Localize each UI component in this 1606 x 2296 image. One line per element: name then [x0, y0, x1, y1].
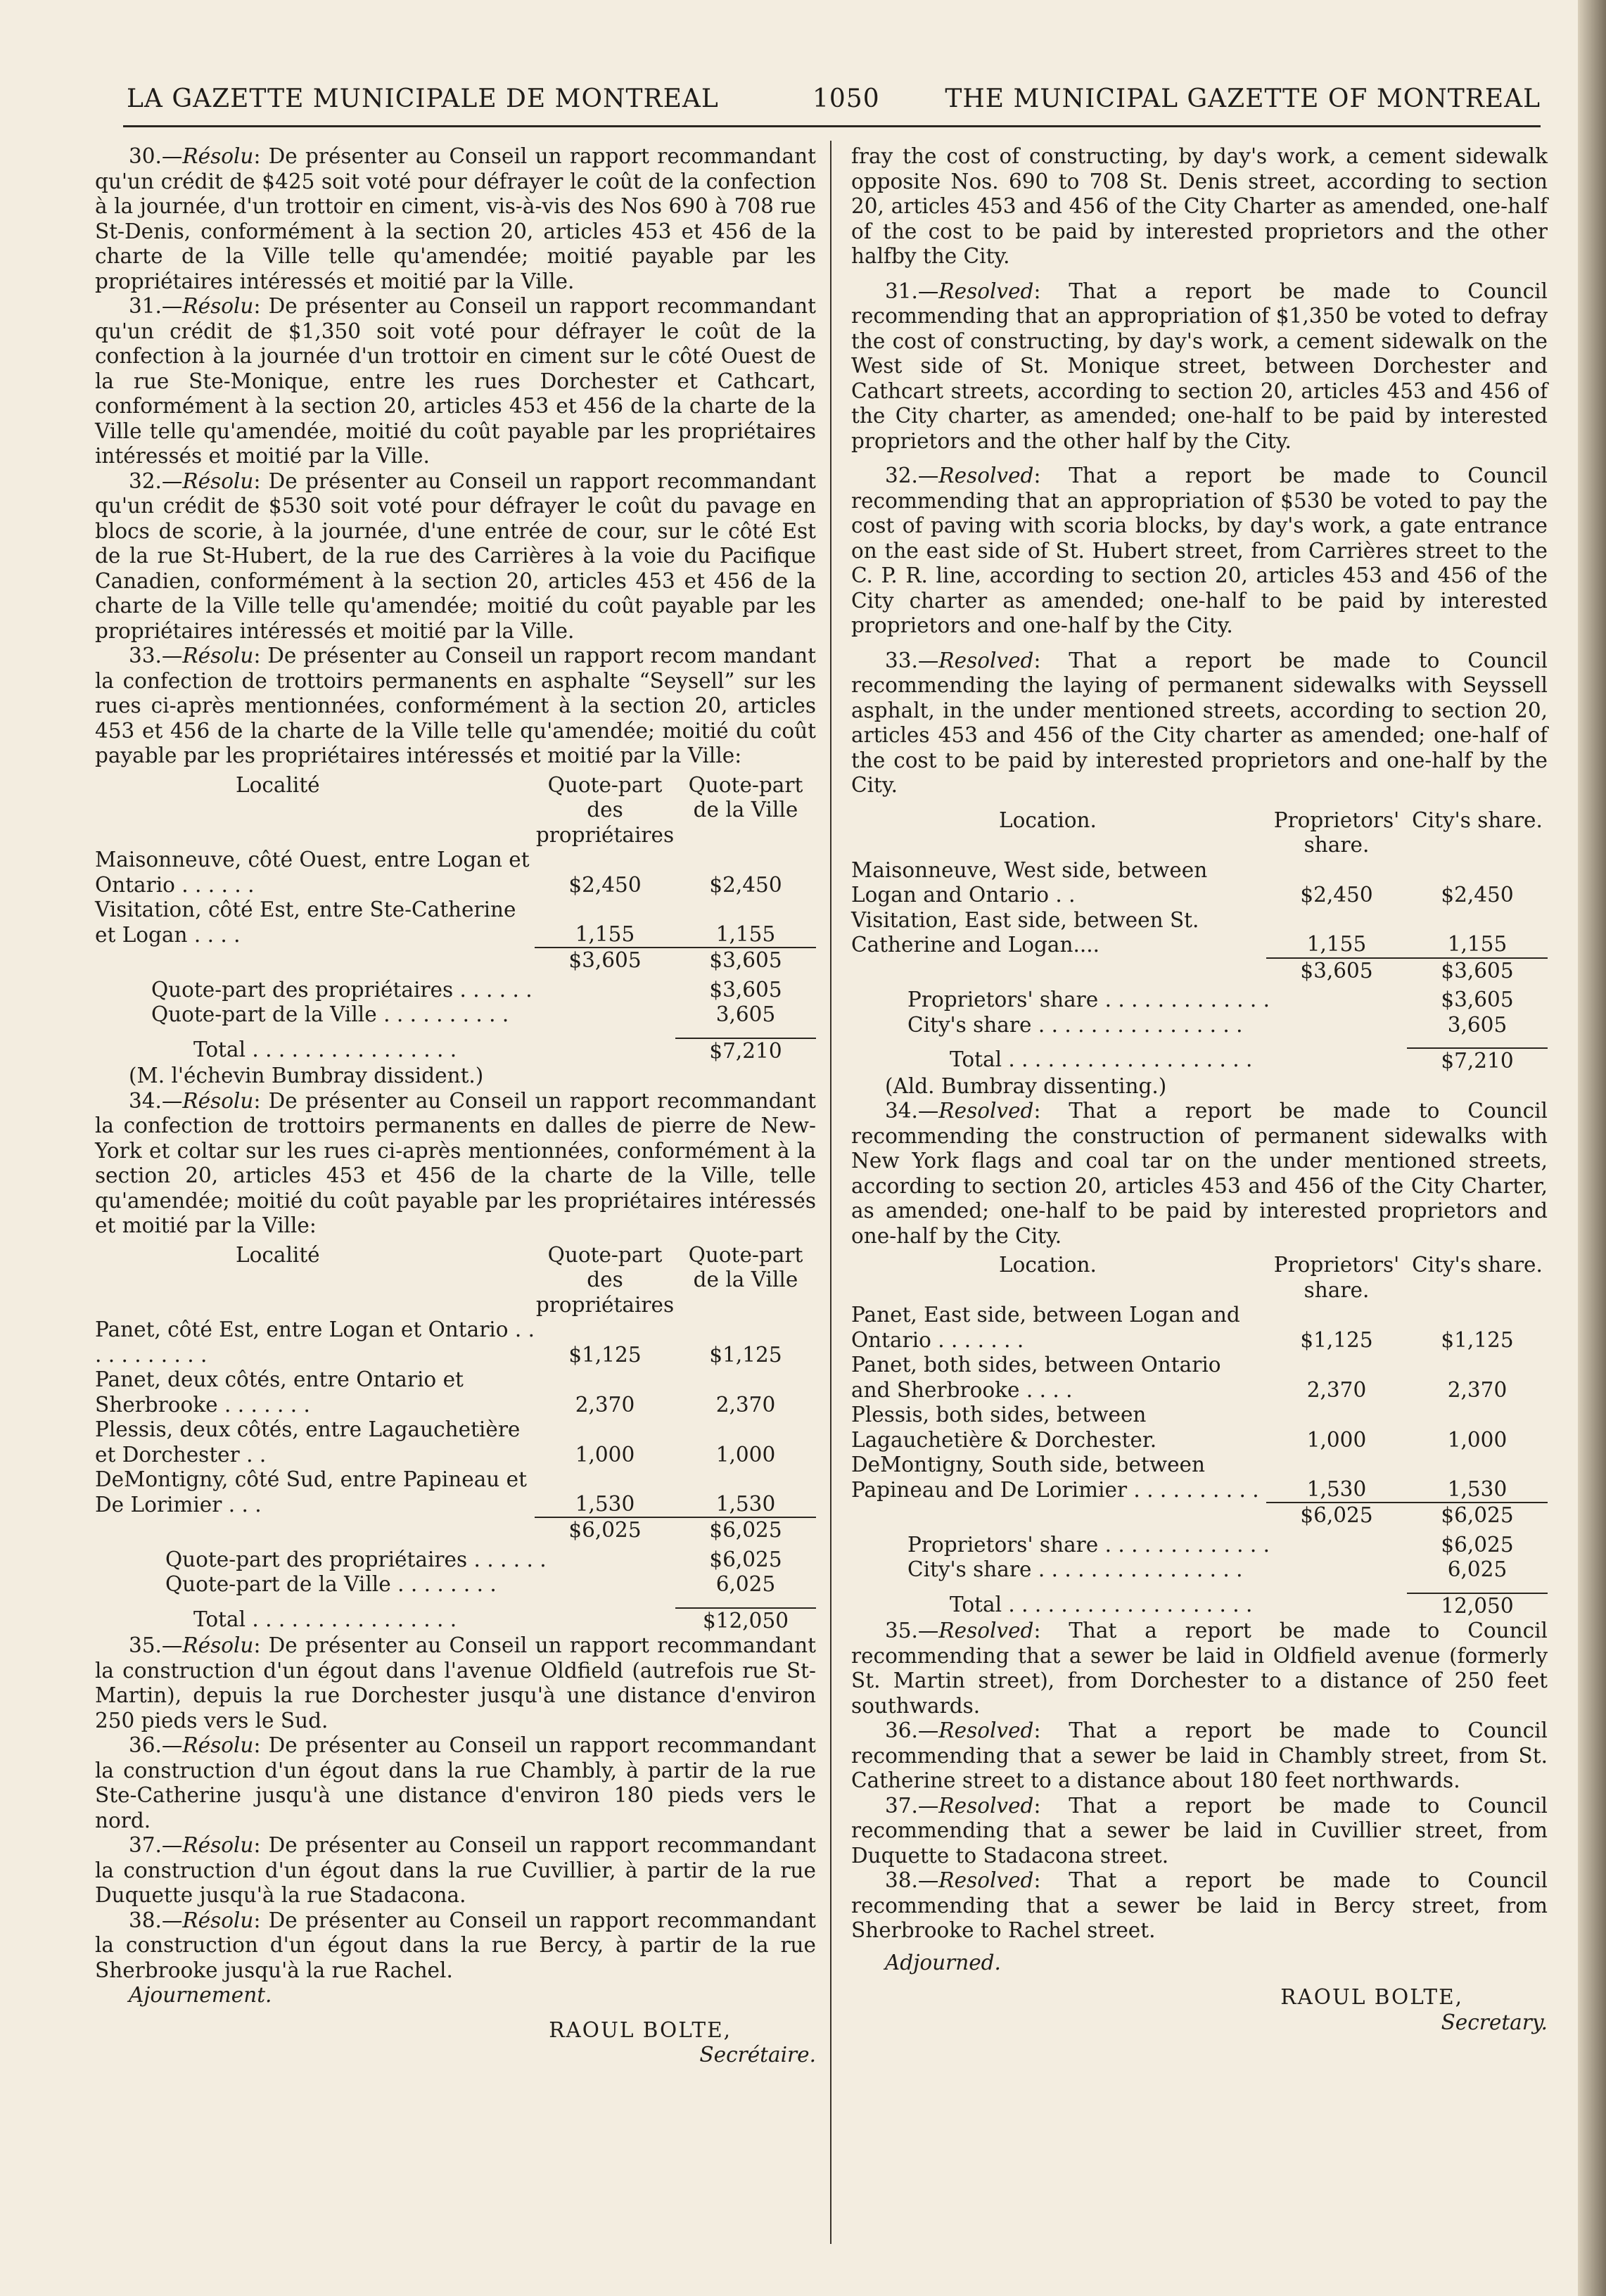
- row-city-share: $1,125: [709, 1342, 782, 1367]
- col-header-city: City's share.: [1412, 1253, 1543, 1277]
- row-location: Visitation, East side, between St. Catherine and Logan....: [851, 907, 1199, 957]
- table-row: [95, 898, 816, 948]
- total-value: $7,210: [1407, 1047, 1548, 1074]
- total-value: $12,050: [675, 1607, 816, 1634]
- total-label: Total . . . . . . . . . . . . . . . . . . .: [950, 1047, 1253, 1071]
- resolution-label: Resolved: [938, 279, 1034, 303]
- row-proprietors-share: 2,370: [575, 1392, 635, 1417]
- signatory-name: RAOUL BOLTE,: [1280, 1985, 1463, 2009]
- share-label: Proprietors' share . . . . . . . . . . . . .: [907, 1532, 1270, 1557]
- row-proprietors-share: 2,370: [1306, 1377, 1367, 1402]
- resolution-text: : That a report be made to Council recommending that an appropriation of $530 be voted to pay the cost of paving with scoria blocks, by day's work, a gate entrance on the east side of St. Hubert street, from Carrières street to the C. P. R. line, according to section 20, articles 453 and 456 of the City charter as amended; one-half to be paid by interested proprietors and one-half by the City.: [851, 464, 1548, 637]
- resolution-34-en: [851, 1099, 1548, 1249]
- row-city-share: $1,125: [1441, 1327, 1514, 1352]
- col-header-location: Location.: [999, 808, 1097, 832]
- resolution-label: Résolu: [182, 294, 254, 318]
- row-proprietors-share: 1,530: [1306, 1477, 1367, 1501]
- col-header-location: Localité: [236, 772, 320, 797]
- resolution-38-en: [851, 1868, 1548, 1944]
- page-header: [127, 84, 1541, 120]
- col-header-city: City's share.: [1412, 808, 1543, 832]
- column-divider: [830, 141, 831, 2244]
- table-sum-row: [95, 948, 816, 974]
- share-value: 6,025: [1447, 1557, 1508, 1581]
- row-city-share: 1,000: [1447, 1427, 1508, 1452]
- resolution-number: 33.—: [885, 648, 939, 672]
- table-header-row: [95, 1243, 816, 1318]
- resolution-label: Resolved: [938, 1868, 1034, 1892]
- resolution-number: 36.—: [129, 1733, 183, 1757]
- resolution-text: : That a report be made to Council recommending that a sewer be laid in Bercy street, from Sherbrooke to Rachel street.: [851, 1868, 1548, 1942]
- share-label: City's share . . . . . . . . . . . . . . . .: [907, 1012, 1243, 1037]
- table-sum-row: [851, 1503, 1548, 1529]
- resolution-text: : De présenter au Conseil un rapport recommandant qu'un crédit de $1,350 soit voté pour défrayer le coût de la confection à la journée d'un trottoir en ciment sur le côté Ouest de la rue Ste-Monique, entre les rues Dorchester et Cathcart, conformément à la section 20, articles 453 et 456 de la charte de la Ville telle qu'amendée, moitié du coût payable par les propriétaires intéressés et moitié par la Ville.: [95, 294, 816, 468]
- col-header-city: Quote-part de la Ville: [688, 1242, 803, 1292]
- sum-proprietors: $3,605: [1266, 958, 1407, 984]
- resolution-text: : That a report be made to Council recommending that a sewer be laid in Chambly street, from St. Catherine street to a distance about 180 feet northwards.: [851, 1718, 1548, 1792]
- adjournment-en: Adjourned.: [885, 1950, 1001, 1975]
- col-header-location: Location.: [999, 1253, 1097, 1277]
- resolution-text: : That a report be made to Council recommending that a sewer be laid in Oldfield avenue (formerly St. Martin street), from Dorchester to a distance of 250 feet southwards.: [851, 1619, 1548, 1718]
- resolution-number: 32.—: [885, 464, 939, 487]
- row-location: Panet, East side, between Logan and Ontario . . . . . . .: [851, 1303, 1240, 1352]
- french-column: [95, 144, 816, 2068]
- resolution-text: : De présenter au Conseil un rapport recommandant la construction d'un égout dans la rue Chambly, à partir de la rue Ste-Catherine jusqu'à une distance d'environ 180 pieds vers le nord.: [95, 1733, 816, 1832]
- resolution-35-en: [851, 1619, 1548, 1718]
- english-column: [851, 144, 1548, 2035]
- sidewalk-cost-table-2-en: [851, 1253, 1548, 1529]
- resolution-label: Resolved: [938, 1099, 1034, 1123]
- col-header-proprietors: Quote-part des propriétaires: [535, 772, 675, 847]
- share-line-city: [851, 1013, 1548, 1038]
- row-city-share: 1,155: [715, 921, 776, 946]
- share-label: City's share . . . . . . . . . . . . . . . .: [907, 1557, 1243, 1581]
- row-city-share: 1,530: [715, 1491, 776, 1516]
- share-value: $6,025: [709, 1547, 782, 1571]
- table-row: [851, 858, 1548, 908]
- share-value: 3,605: [1447, 1012, 1508, 1037]
- resolution-number: 35.—: [885, 1619, 939, 1643]
- total-value: 12,050: [1407, 1593, 1548, 1619]
- col-header-proprietors: Proprietors' share.: [1273, 808, 1400, 857]
- share-value: 6,025: [715, 1572, 776, 1596]
- resolution-text: : That a report be made to Council recommending that an appropriation of $1,350 be voted to defray the cost of constructing, by day's work, a cement sidewalk on the West side of St. Monique street, between Dorchester and Cathcart streets, according to section 20, articles 453 and 456 of the City charter, as amended; one-half to be paid by interested proprietors and the other half by the City.: [851, 279, 1548, 453]
- col-header-city: Quote-part de la Ville: [688, 772, 803, 822]
- table-row: [95, 848, 816, 898]
- row-proprietors-share: $1,125: [1300, 1327, 1373, 1352]
- sum-city: $3,605: [675, 948, 816, 974]
- resolution-text: : De présenter au Conseil un rapport recommandant la construction d'un égout dans la rue Cuvillier, à partir de la rue Duquette jusqu'à la rue Stadacona.: [95, 1833, 816, 1907]
- table-sum-row: [95, 1517, 816, 1543]
- row-proprietors-share: 1,155: [1306, 932, 1367, 956]
- resolution-text: : De présenter au Conseil un rapport recommandant la construction d'un égout dans la rue Bercy, à partir de la rue Sherbrooke jusqu'à la rue Rachel.: [95, 1908, 816, 1982]
- share-line-city: [851, 1557, 1548, 1583]
- row-location: Maisonneuve, côté Ouest, entre Logan et Ontario . . . . . .: [95, 848, 530, 897]
- resolution-number: 36.—: [885, 1718, 939, 1742]
- sidewalk-cost-table-1-en: [851, 808, 1548, 984]
- row-proprietors-share: $2,450: [1300, 883, 1373, 907]
- dissent-note-en: (Ald. Bumbray dissenting.): [885, 1073, 1167, 1098]
- dissent-note-fr: (M. l'échevin Bumbray dissident.): [129, 1064, 484, 1088]
- header-rule: [123, 125, 1541, 127]
- resolution-33-fr: [95, 644, 816, 769]
- resolution-number: 37.—: [885, 1793, 939, 1818]
- row-proprietors-share: 1,000: [575, 1442, 635, 1467]
- row-city-share: 2,370: [715, 1392, 776, 1417]
- sum-proprietors: $6,025: [535, 1517, 675, 1543]
- resolution-number: 34.—: [885, 1099, 939, 1123]
- total-label: Total . . . . . . . . . . . . . . . .: [193, 1037, 457, 1061]
- row-location: Panet, côté Est, entre Logan et Ontario . . . . . . . . . . .: [95, 1318, 535, 1367]
- resolution-32-fr: [95, 469, 816, 644]
- share-label: Proprietors' share . . . . . . . . . . . . .: [907, 988, 1270, 1012]
- signatory-name: RAOUL BOLTE,: [549, 2017, 732, 2042]
- total-label: Total . . . . . . . . . . . . . . . .: [193, 1607, 457, 1631]
- resolution-number: 37.—: [129, 1833, 183, 1857]
- total-line: [95, 1607, 816, 1634]
- sum-city: $6,025: [1407, 1503, 1548, 1529]
- resolution-33-en: [851, 649, 1548, 798]
- total-line: [95, 1038, 816, 1064]
- col-header-location: Localité: [236, 1242, 320, 1267]
- share-label: Quote-part de la Ville . . . . . . . .: [165, 1572, 497, 1596]
- resolution-36-fr: [95, 1733, 816, 1833]
- resolution-number: 38.—: [885, 1868, 939, 1892]
- resolution-label: Resolved: [938, 648, 1034, 672]
- share-line-proprietors: [851, 1533, 1548, 1558]
- total-line: [851, 1047, 1548, 1074]
- resolution-number: 34.—: [129, 1088, 183, 1113]
- resolution-label: Résolu: [182, 1733, 254, 1757]
- resolution-label: Resolved: [938, 1718, 1034, 1742]
- share-value: $6,025: [1441, 1532, 1514, 1557]
- resolution-text: : That a report be made to Council recommending the construction of permanent sidewalks with New York flags and coal tar on the under mentioned streets, according to section 20, articles 453 and 456 of the City Charter, as amended; one-half to be paid by interested proprietors and one-half by the City.: [851, 1099, 1548, 1248]
- row-city-share: 1,000: [715, 1442, 776, 1467]
- sidewalk-cost-table-1-fr: [95, 773, 816, 974]
- resolution-31-en: [851, 279, 1548, 454]
- page-number: 1050: [812, 84, 880, 113]
- row-location: Maisonneuve, West side, between Logan and Ontario . .: [851, 857, 1208, 907]
- share-value: $3,605: [709, 977, 782, 1002]
- row-proprietors-share: 1,155: [575, 921, 635, 946]
- row-location: DeMontigny, côté Sud, entre Papineau et De Lorimier . . .: [95, 1467, 527, 1517]
- resolution-text: : De présenter au Conseil un rapport recommandant qu'un crédit de $425 soit voté pour défrayer le coût de la confection à la journée, d'un trottoir en ciment, vis-à-vis des Nos 690 à 708 rue St-Denis, conformément à la section 20, articles 453 et 456 de la charte de la Ville telle qu'amendée; moitié payable par les propriétaires intéressés et moitié par la Ville.: [95, 144, 816, 293]
- share-line-proprietors: [95, 1548, 816, 1573]
- sum-city: $6,025: [675, 1517, 816, 1543]
- resolution-text: : De présenter au Conseil un rapport recommandant la confection de trottoirs permanents en dalles de pierre de New-York et coltar sur les rues ci-après mentionnées, conformément à la section 20, articles 453 et 456 de la charte de la Ville, telle qu'amendée; moitié du coût payable par les propriétaires intéressés et moitié par la Ville:: [95, 1088, 816, 1237]
- page-edge-shadow: [1578, 0, 1606, 2296]
- col-header-proprietors: Proprietors' share.: [1273, 1253, 1400, 1302]
- header-title-english: THE MUNICIPAL GAZETTE OF MONTREAL: [945, 84, 1541, 113]
- signatory-title: Secretary.: [1441, 2010, 1548, 2034]
- resolution-number: 33.—: [129, 644, 183, 668]
- resolution-text: : That a report be made to Council recommending the laying of permanent sidewalks with Seyssell asphalt, in the under mentioned streets, according to section 20, articles 453 and 456 of the City charter as amended; one-half of the cost to be paid by interested proprietors and one-half by the City.: [851, 648, 1548, 797]
- table-row: [95, 1367, 816, 1417]
- row-location: Plessis, both sides, between Lagauchetière & Dorchester.: [851, 1403, 1157, 1452]
- resolution-number: 35.—: [129, 1633, 183, 1657]
- resolution-label: Resolved: [938, 464, 1034, 487]
- resolution-label: Résolu: [182, 144, 254, 168]
- resolution-number: 31.—: [885, 279, 939, 303]
- total-line: [851, 1593, 1548, 1619]
- share-line-city: [95, 1572, 816, 1597]
- resolution-label: Resolved: [938, 1619, 1034, 1643]
- sum-proprietors: $6,025: [1266, 1503, 1407, 1529]
- resolution-number: 38.—: [129, 1908, 183, 1932]
- table-sum-row: [851, 958, 1548, 984]
- row-proprietors-share: $1,125: [568, 1342, 642, 1367]
- table-row: [851, 1303, 1548, 1353]
- resolution-text: : De présenter au Conseil un rapport recommandant qu'un crédit de $530 soit voté pour défrayer le coût du pavage en blocs de scorie, à la journée, d'une entrée de cour, sur le côté Est de la rue St-Hubert, de la rue des Carrières à la voie du Pacifique Canadien, conformément à la section 20, articles 453 et 456 de la charte de la Ville telle qu'amendée; moitié du coût payable par les propriétaires intéressés et moitié par la Ville.: [95, 468, 816, 643]
- row-location: DeMontigny, South side, between Papineau and De Lorimier . . . . . . . . . .: [851, 1453, 1259, 1502]
- signatory-title: Secrétaire.: [699, 2043, 816, 2067]
- share-label: Quote-part des propriétaires . . . . . .: [151, 977, 533, 1002]
- share-value: $3,605: [1441, 988, 1514, 1012]
- resolution-label: Resolved: [938, 1793, 1034, 1818]
- resolution-label: Résolu: [182, 1088, 254, 1113]
- sum-proprietors: $3,605: [535, 948, 675, 974]
- resolution-label: Résolu: [182, 1908, 254, 1932]
- row-proprietors-share: 1,000: [1306, 1427, 1367, 1452]
- total-label: Total . . . . . . . . . . . . . . . . . . .: [950, 1592, 1253, 1616]
- row-city-share: $2,450: [1441, 883, 1514, 907]
- table-header-row: [851, 1253, 1548, 1303]
- row-city-share: $2,450: [709, 872, 782, 897]
- resolution-text: : De présenter au Conseil un rapport recom mandant la confection de trottoirs permanents en asphalte “Seysell” sur les rues ci-après mentionnées, conformément à la section 20, articles 453 et 456 de la charte de la Ville telle qu'amendée; moitié du coût payable par les propriétaires intéressés et moitié par la Ville:: [95, 644, 816, 767]
- row-location: Visitation, côté Est, entre Ste-Catherine et Logan . . . .: [95, 898, 516, 947]
- resolution-label: Résolu: [182, 468, 254, 493]
- resolution-30-fr: [95, 144, 816, 294]
- resolution-37-fr: [95, 1833, 816, 1908]
- row-proprietors-share: 1,530: [575, 1491, 635, 1516]
- sidewalk-cost-table-2-fr: [95, 1243, 816, 1543]
- resolution-label: Résolu: [182, 1633, 254, 1657]
- resolution-32-en: [851, 464, 1548, 639]
- table-header-row: [95, 773, 816, 848]
- sum-city: $3,605: [1407, 958, 1548, 984]
- row-location: Plessis, deux côtés, entre Lagauchetière et Dorchester . .: [95, 1417, 521, 1467]
- header-title-french: LA GAZETTE MUNICIPALE DE MONTREAL: [127, 84, 719, 113]
- resolution-text: : That a report be made to Council recommending that a sewer be laid in Cuvillier street, from Duquette to Stadacona street.: [851, 1793, 1548, 1868]
- table-header-row: [851, 808, 1548, 858]
- resolution-number: 31.—: [129, 294, 183, 318]
- share-line-proprietors: [95, 978, 816, 1003]
- adjournment-fr: Ajournement.: [129, 1983, 272, 2007]
- row-location: Panet, deux côtés, entre Ontario et Sherbrooke . . . . . . .: [95, 1367, 464, 1417]
- table-row: [851, 1353, 1548, 1403]
- signature-en: [851, 1985, 1548, 2035]
- resolution-text: : De présenter au Conseil un rapport recommandant la construction d'un égout dans l'avenue Oldfield (autrefois rue St-Martin), depuis la rue Dorchester jusqu'à une distance d'environ 250 pieds vers le Sud.: [95, 1633, 816, 1733]
- share-value: 3,605: [715, 1002, 776, 1026]
- signature-fr: [95, 2018, 816, 2068]
- table-row: [95, 1467, 816, 1517]
- table-row: [851, 908, 1548, 958]
- resolution-label: Résolu: [182, 1833, 254, 1857]
- share-label: Quote-part de la Ville . . . . . . . . . .: [151, 1002, 509, 1026]
- share-label: Quote-part des propriétaires . . . . . .: [165, 1547, 547, 1571]
- row-city-share: 1,155: [1447, 932, 1508, 956]
- total-value: $7,210: [675, 1038, 816, 1064]
- resolution-34-fr: [95, 1089, 816, 1239]
- table-row: [851, 1403, 1548, 1453]
- resolution-number: 32.—: [129, 468, 183, 493]
- row-city-share: 1,530: [1447, 1477, 1508, 1501]
- row-location: Panet, both sides, between Ontario and Sherbrooke . . . .: [851, 1353, 1221, 1402]
- row-city-share: 2,370: [1447, 1377, 1508, 1402]
- table-row: [95, 1318, 816, 1367]
- resolution-36-en: [851, 1718, 1548, 1794]
- resolution-35-fr: [95, 1633, 816, 1733]
- resolution-38-fr: [95, 1908, 816, 1984]
- resolution-31-fr: [95, 294, 816, 469]
- table-row: [95, 1417, 816, 1467]
- row-proprietors-share: $2,450: [568, 872, 642, 897]
- resolution-label: Résolu: [182, 644, 254, 668]
- share-line-city: [95, 1002, 816, 1028]
- col-header-proprietors: Quote-part des propriétaires: [535, 1242, 675, 1317]
- table-row: [851, 1453, 1548, 1503]
- resolution-30-en-continued: fray the cost of constructing, by day's work, a cement sidewalk opposite Nos. 690 to 708 St. Denis street, according to section 20, articles 453 and 456 of the City Charter as amended, one-half of the cost to be paid by interested proprietors and the other halfby the City.: [851, 144, 1548, 268]
- resolution-37-en: [851, 1794, 1548, 1869]
- resolution-number: 30.—: [129, 144, 183, 168]
- share-line-proprietors: [851, 988, 1548, 1013]
